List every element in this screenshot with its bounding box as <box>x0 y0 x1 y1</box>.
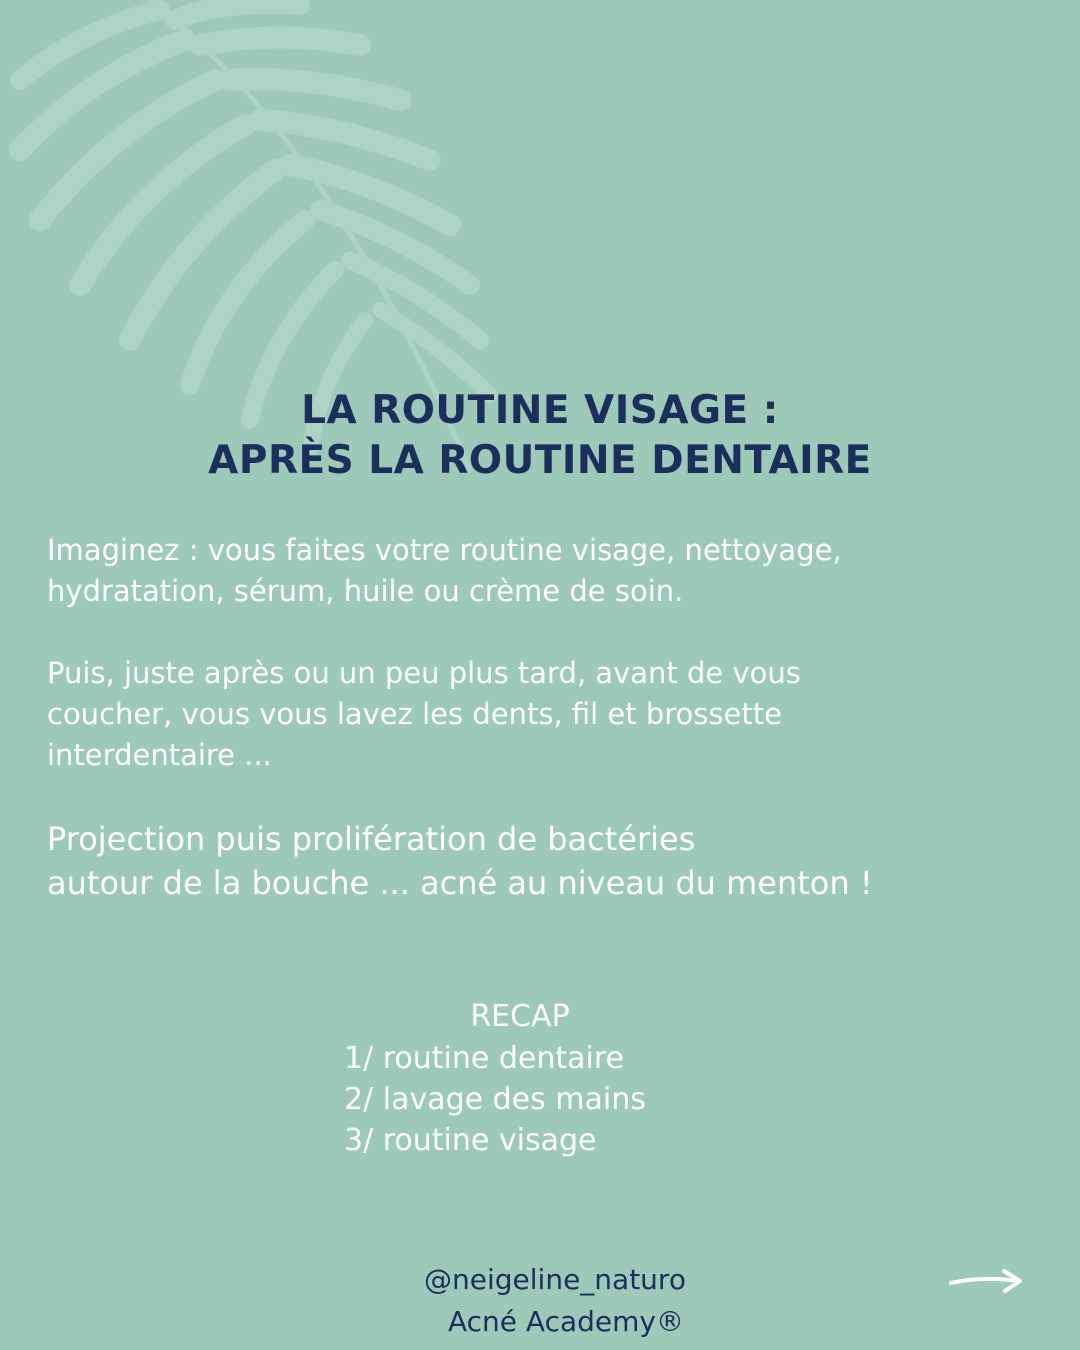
recap-item: 2/ lavage des mains <box>344 1082 646 1117</box>
paragraph-line: interdentaire ... <box>47 738 272 772</box>
paragraph-3 <box>47 817 1057 905</box>
title-line-2: APRÈS LA ROUTINE DENTAIRE <box>208 438 872 483</box>
instagram-handle[interactable]: @neigeline_naturo <box>424 1263 686 1296</box>
paragraph-line: hydratation, sérum, huile ou crème de soin. <box>47 574 684 608</box>
paragraph-line: autour de la bouche ... acné au niveau du menton ! <box>47 864 873 902</box>
arrow-right-icon[interactable] <box>948 1266 1026 1296</box>
recap-item: 3/ routine visage <box>344 1123 597 1158</box>
paragraph-line: coucher, vous vous lavez les dents, fil et brossette <box>47 697 782 731</box>
paragraph-line: Projection puis prolifération de bactéries <box>47 820 696 858</box>
paragraph-line: Puis, juste après ou un peu plus tard, avant de vous <box>47 656 801 690</box>
paragraph-line: Imaginez : vous faites votre routine visage, nettoyage, <box>47 533 842 567</box>
title-line-1: LA ROUTINE VISAGE : <box>301 388 779 433</box>
recap-title: RECAP <box>470 999 570 1034</box>
recap-list <box>344 1038 646 1161</box>
paragraph-2 <box>47 653 1057 776</box>
recap-item: 1/ routine dentaire <box>344 1041 625 1076</box>
brand-name: Acné Academy® <box>448 1305 684 1338</box>
paragraph-1 <box>47 530 1057 612</box>
page-title <box>0 386 1080 486</box>
